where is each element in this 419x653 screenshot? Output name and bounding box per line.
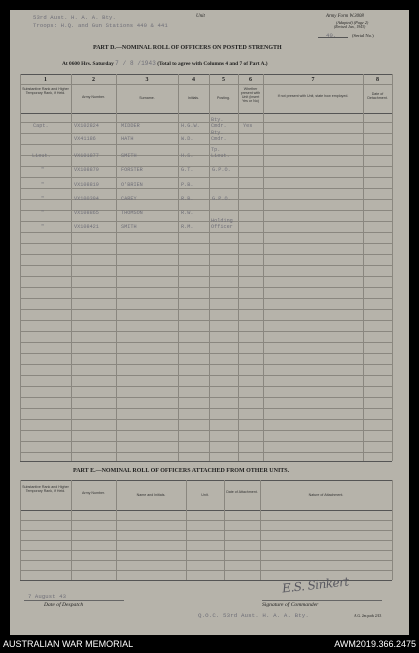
col-header-posting: Posting. bbox=[217, 96, 230, 100]
col-number: 6 bbox=[249, 77, 252, 83]
date-line bbox=[62, 60, 268, 67]
date-line-prefix: At 0600 Hrs. Saturday bbox=[62, 61, 114, 67]
col-header-detachment: Date of Detachment. bbox=[367, 92, 388, 100]
cell-army-number: VX102824 bbox=[74, 123, 99, 129]
form-line2: (Adapted) (Page 2) bbox=[336, 20, 369, 25]
cell-rank: " bbox=[41, 167, 45, 173]
cell-surname: HATH bbox=[121, 136, 134, 142]
col-header-rank: Substantive Rank and Higher Temporary Rank, if Held. bbox=[22, 87, 69, 95]
footer-credit: AUSTRALIAN WAR MEMORIAL bbox=[3, 639, 134, 649]
cell-army-number: VX108819 bbox=[74, 182, 99, 188]
cell-initials: R.B. bbox=[181, 196, 194, 202]
cell-surname: O'BRIEN bbox=[121, 182, 143, 188]
col-header-employed: If not present with Unit, state how employed. bbox=[277, 94, 349, 98]
col-number: 8 bbox=[376, 77, 379, 83]
cell-surname: MIDDER bbox=[121, 123, 140, 129]
cell-rank: " bbox=[41, 182, 45, 188]
cell-initials: R.W. bbox=[181, 210, 194, 216]
date-typed: 7 / 8 /194 bbox=[115, 60, 153, 67]
cell-surname: FORSTER bbox=[121, 167, 143, 173]
cell-rank: " bbox=[41, 196, 45, 202]
cell-initials: W.D. bbox=[181, 136, 194, 142]
form-line3: (Revised Jan., 1943) bbox=[334, 25, 366, 29]
cell-posting: Bty. Cmdr. bbox=[211, 130, 227, 142]
col-number: 5 bbox=[222, 77, 225, 83]
footer-accession: AWM2019.366.2475 bbox=[334, 639, 416, 649]
cell-posting: Bty. Cmdr. bbox=[211, 117, 227, 129]
cell-army-number: VX108865 bbox=[74, 210, 99, 216]
date-line-suffix: (Total to agree with Columns 4 and 7 of Part A.) bbox=[157, 61, 268, 67]
part-e-header-name: Name and Initials. bbox=[136, 493, 166, 497]
cell-surname: SMITH bbox=[121, 153, 137, 159]
cell-rank: " bbox=[41, 210, 45, 216]
cell-posting: G.P.O. bbox=[212, 167, 231, 173]
cell-initials: H.G.W. bbox=[181, 123, 200, 129]
col-number: 1 bbox=[44, 77, 47, 83]
cell-initials: H.S. bbox=[181, 153, 194, 159]
col-header-surname: Surname. bbox=[139, 96, 155, 100]
serial-label: (Serial No.) bbox=[352, 33, 374, 38]
cell-surname: THOMSON bbox=[121, 210, 143, 216]
part-e-header-nature: Nature of Attachment. bbox=[308, 493, 344, 497]
cell-army-number: VX108421 bbox=[74, 224, 99, 230]
despatch-label: Date of Despatch bbox=[44, 602, 84, 608]
unit-typed: 53rd Aust. H. A. A. Bty. bbox=[33, 14, 116, 21]
col-header-present: Whether present with Unit (insert Yes or No) bbox=[240, 87, 261, 103]
date-year-digit: 3 bbox=[152, 60, 156, 67]
commander-typed: Q.O.C. 53rd Aust. H. A. A. Bty. bbox=[198, 612, 309, 619]
unit-typed-2: Troops: H.Q. and Gun Stations 440 & 441 bbox=[33, 22, 168, 29]
part-e-header-rank: Substantive Rank and Higher Temporary Rank, if Held. bbox=[22, 485, 69, 493]
despatch-typed: 7 August 43 bbox=[28, 593, 67, 600]
cell-army-number: VX101877 bbox=[74, 153, 99, 159]
part-e-header-army-number: Army Number. bbox=[82, 491, 105, 495]
cell-initials: G.T. bbox=[181, 167, 194, 173]
col-header-army-number: Army Number. bbox=[82, 95, 105, 99]
signature-label: Signature of Commander bbox=[262, 602, 319, 608]
col-number: 7 bbox=[311, 77, 315, 83]
cell-initials: P.B. bbox=[181, 182, 194, 188]
cell-surname: CAREY bbox=[121, 196, 137, 202]
cell-army-number: VX108879 bbox=[74, 167, 99, 173]
part-e-title: PART E.—NOMINAL ROLL OF OFFICERS ATTACHED FROM OTHER UNITS. bbox=[73, 468, 290, 474]
cell-rank: " bbox=[41, 224, 45, 230]
part-e-header-attachment-date: Date of Attachment. bbox=[226, 490, 258, 494]
cell-rank: Capt. bbox=[33, 123, 49, 129]
col-number: 4 bbox=[192, 77, 195, 83]
print-code: A.G. 2m pads 2/43 bbox=[354, 614, 382, 618]
cell-army-number: VX41186 bbox=[74, 136, 96, 142]
cell-posting: Tp. Lieut. bbox=[211, 147, 230, 159]
cell-posting: Holding Officer bbox=[211, 218, 233, 230]
cell-initials: R.M. bbox=[181, 224, 194, 230]
serial-typed: 40. bbox=[326, 32, 337, 39]
cell-army-number: VX100394 bbox=[74, 196, 99, 202]
col-number: 3 bbox=[145, 77, 149, 83]
col-number: 2 bbox=[92, 77, 95, 83]
cell-surname: SMITH bbox=[121, 224, 137, 230]
cell-rank: Lieut. bbox=[32, 153, 51, 159]
cell-present: Yes bbox=[243, 123, 253, 129]
commander-signature: E.S. Sinkert bbox=[281, 574, 350, 596]
col-header-initials: Initials. bbox=[187, 96, 200, 100]
form-line1: Army Form W.3008 bbox=[326, 14, 364, 19]
part-e-header-unit: Unit. bbox=[201, 493, 209, 497]
cell-posting: G.P.O. bbox=[212, 196, 231, 202]
unit-label: Unit bbox=[196, 14, 205, 19]
part-d-title: PART D.—NOMINAL ROLL OF OFFICERS ON POSTED STRENGTH bbox=[93, 45, 282, 51]
